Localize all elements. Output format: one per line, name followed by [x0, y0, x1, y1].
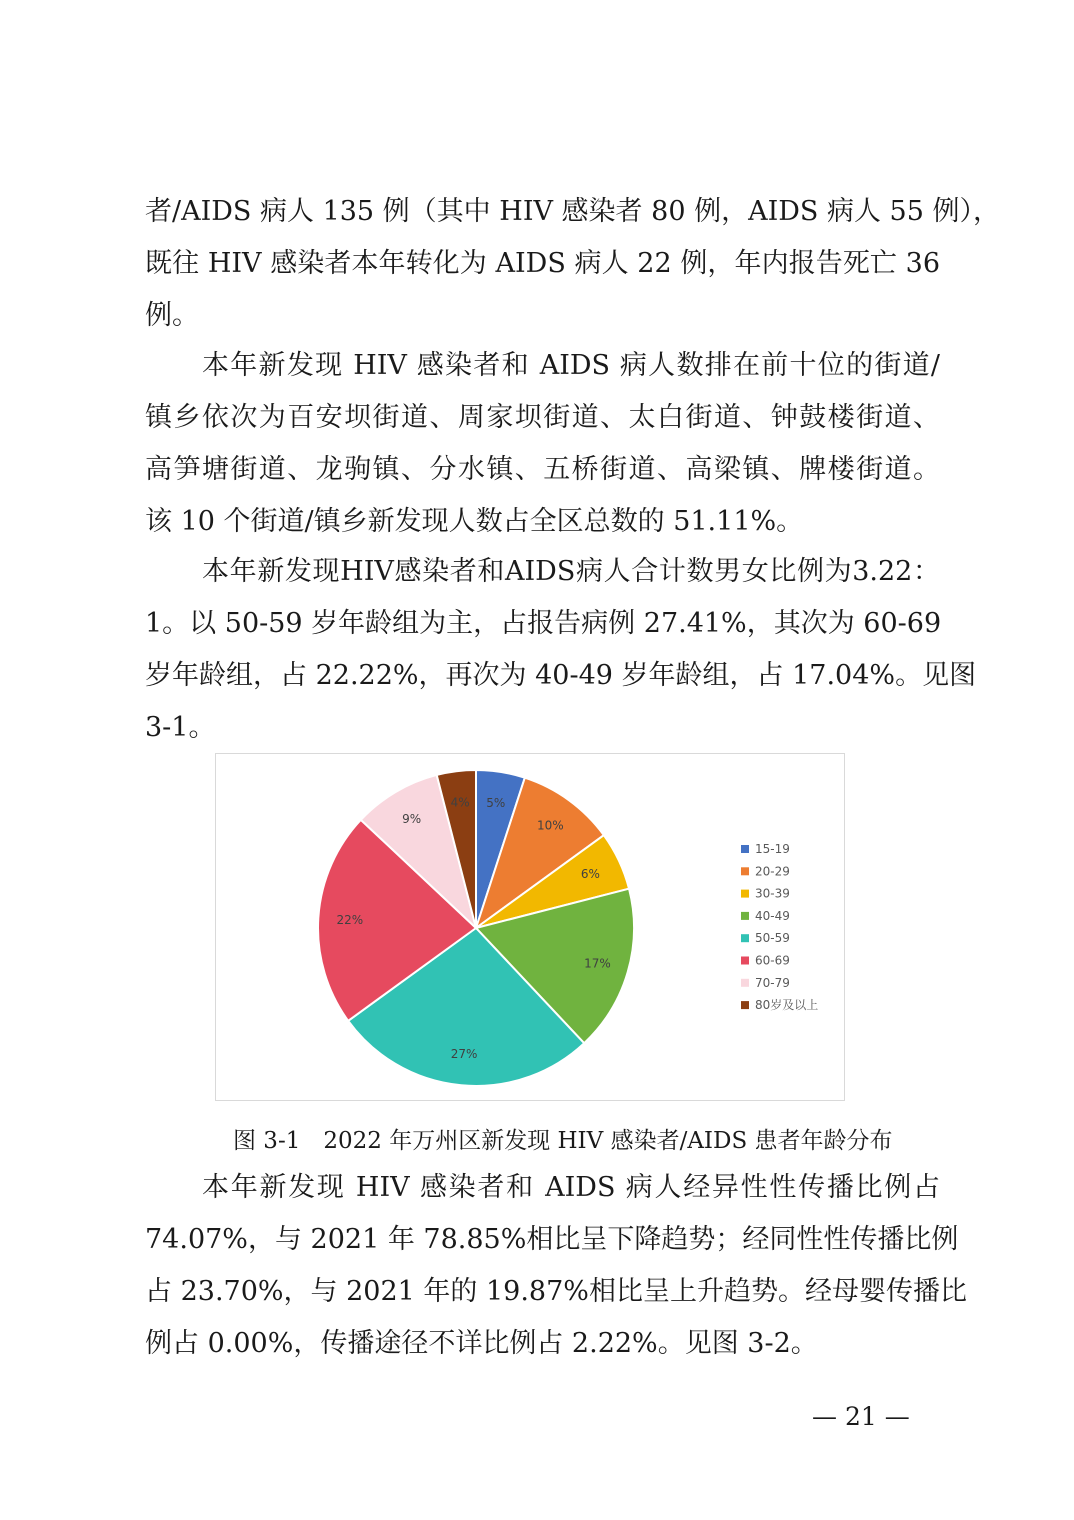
figure-caption: 图 3-1 2022 年万州区新发现 HIV 感染者/AIDS 患者年龄分布: [233, 1128, 893, 1154]
text-line: 者/AIDS 病人 135 例（其中 HIV 感染者 80 例，AIDS 病人 55 例），: [145, 196, 1000, 227]
legend-swatch-20-29: [741, 867, 749, 875]
text-line: 岁年龄组，占 22.22%，再次为 40-49 岁年龄组，占 17.04%。见图: [145, 660, 977, 691]
paragraph-transmission: [145, 1162, 967, 1370]
legend-label-80岁及以上: 80岁及以上: [755, 998, 819, 1013]
slice-label-15-19: 5%: [486, 796, 506, 811]
legend-swatch-30-39: [741, 890, 749, 898]
text-line: 镇乡依次为百安坝街道、周家坝街道、太白街道、钟鼓楼街道、: [145, 402, 940, 433]
text-line: 例占 0.00%，传播途径不详比例占 2.22%。见图 3-2。: [145, 1328, 818, 1359]
legend-label-70-79: 70-79: [755, 975, 790, 990]
legend-swatch-50-59: [741, 934, 749, 942]
text-line: 本年新发现HIV感染者和AIDS病人合计数男女比例为3.22：: [202, 556, 940, 587]
text-line: 74.07%，与 2021 年 78.85%相比呈下降趋势；经同性性传播比例: [145, 1224, 959, 1255]
text-line: 本年新发现 HIV 感染者和 AIDS 病人数排在前十位的街道/: [202, 350, 940, 381]
legend-swatch-40-49: [741, 912, 749, 920]
text-line: 占 23.70%，与 2021 年的 19.87%相比呈上升趋势。经母婴传播比: [145, 1276, 967, 1307]
page-number: — 21 —: [812, 1402, 910, 1431]
slice-label-70-79: 9%: [402, 812, 422, 827]
text-line: 例。: [145, 300, 199, 331]
legend-label-50-59: 50-59: [755, 931, 790, 946]
legend-swatch-70-79: [741, 979, 749, 987]
paragraph-top-ten-streets: [145, 340, 940, 548]
slice-label-40-49: 17%: [584, 956, 611, 971]
legend-label-60-69: 60-69: [755, 953, 790, 968]
slice-label-30-39: 6%: [580, 867, 600, 882]
legend-label-40-49: 40-49: [755, 908, 790, 923]
legend-swatch-80岁及以上: [741, 1001, 749, 1009]
slice-label-60-69: 22%: [336, 913, 364, 928]
text-line: 1。以 50-59 岁年龄组为主，占报告病例 27.41%，其次为 60-69: [145, 608, 942, 639]
text-line: 本年新发现 HIV 感染者和 AIDS 病人经异性性传播比例占: [202, 1172, 940, 1203]
age-pie-chart: [216, 754, 844, 1100]
legend-label-15-19: 15-19: [755, 842, 790, 856]
legend-swatch-60-69: [741, 957, 749, 965]
age-distribution-figure: [215, 753, 845, 1101]
text-line: 该 10 个街道/镇乡新发现人数占全区总数的 51.11%。: [145, 506, 804, 537]
slice-label-20-29: 10%: [536, 818, 564, 833]
legend-label-20-29: 20-29: [755, 864, 790, 879]
slice-label-80岁及以上: 4%: [450, 795, 470, 810]
text-line: 3-1。: [145, 712, 216, 743]
slice-label-50-59: 27%: [450, 1046, 478, 1061]
paragraph-age-sex: [145, 546, 977, 754]
legend-swatch-15-19: [741, 845, 749, 853]
text-line: 高笋塘街道、龙驹镇、分水镇、五桥街道、高梁镇、牌楼街道。: [145, 454, 940, 485]
legend-label-30-39: 30-39: [755, 886, 790, 901]
paragraph-case-summary: [145, 186, 1000, 342]
text-line: 既往 HIV 感染者本年转化为 AIDS 病人 22 例，年内报告死亡 36: [145, 248, 940, 279]
